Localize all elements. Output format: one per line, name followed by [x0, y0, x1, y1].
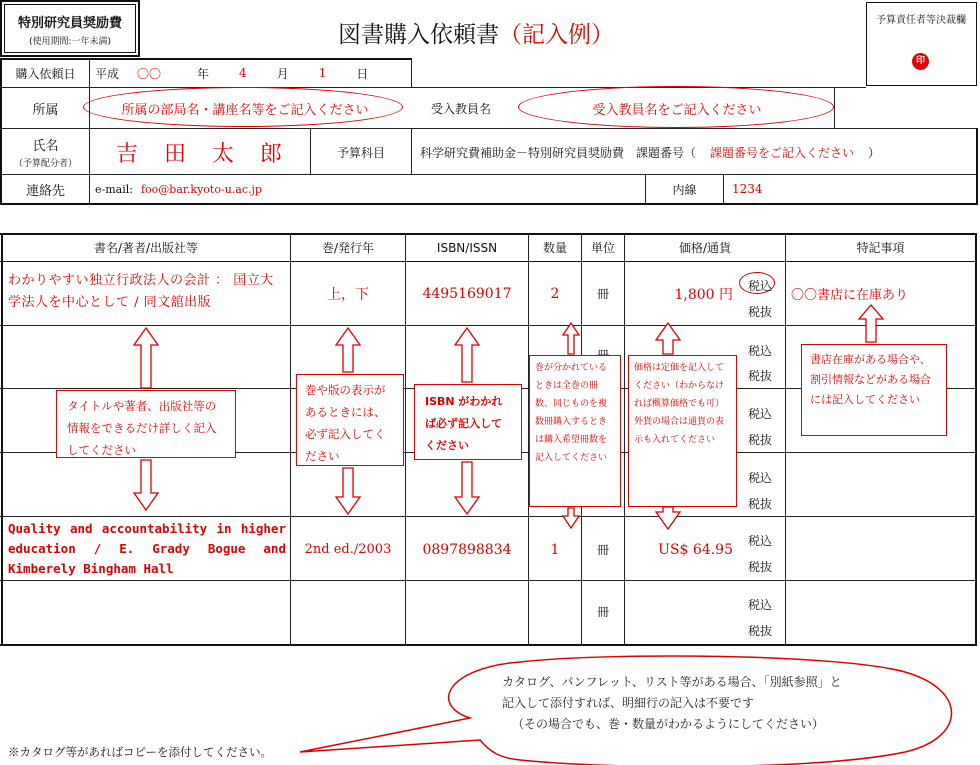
- row1-tax-out[interactable]: 税抜: [748, 305, 773, 319]
- arrow-up-icon: [336, 328, 360, 372]
- email-label: e-mail:: [95, 182, 133, 196]
- budget-close: ）: [868, 145, 881, 160]
- row6-unit: 冊: [596, 604, 609, 619]
- approval-label: 予算責任者等決裁欄: [876, 15, 966, 26]
- form-title-main: 図書購入依頼書: [338, 22, 499, 48]
- note-price: [628, 355, 737, 507]
- row5-title[interactable]: Quality and accountability in higher education / E. Grady Bogue and Kimberely Bingham Hall: [8, 521, 286, 576]
- note-remark: 書店在庫がある場合や、割引情報などがある場合には記入してください: [801, 344, 947, 436]
- row1-price[interactable]: 1,800 円: [674, 286, 733, 303]
- row1-unit: 冊: [596, 287, 609, 301]
- col-header-qty: 数量: [542, 241, 567, 255]
- arrow-down-icon: [336, 468, 360, 514]
- day-value: 1: [318, 66, 327, 80]
- col-header-unit: 単位: [590, 241, 615, 255]
- row5-qty[interactable]: 1: [550, 541, 560, 558]
- row4-tax-out[interactable]: 税抜: [748, 497, 773, 511]
- arrow-up-icon: [455, 328, 479, 382]
- callout-line3: （その場合でも、巻・数量がわかるようにしてください）: [512, 717, 825, 731]
- name-sub: （予算配分者）: [13, 159, 77, 169]
- arrow-up-icon: [859, 305, 883, 342]
- corner-title: 特別研究員奨励費: [17, 16, 122, 31]
- row5-tax-in[interactable]: 税込: [748, 534, 773, 548]
- affil-value[interactable]: 所属の部局名・講座名等をご記入ください: [121, 102, 369, 118]
- ext-label: 内線: [672, 182, 697, 197]
- day-unit: 日: [356, 66, 369, 81]
- row1-remark[interactable]: 〇〇書店に在庫あり: [791, 288, 909, 303]
- affil-label: 所属: [32, 102, 59, 118]
- col-header-title: 書名/著者/出版社等: [93, 241, 199, 255]
- budget-text: 科学研究費補助金－特別研究員奨励費 課題番号（: [420, 145, 697, 160]
- year-value: 〇〇: [137, 66, 162, 81]
- budget-value: 課題番号をご記入ください: [710, 145, 855, 160]
- teacher-value[interactable]: 受入教員名をご記入ください: [592, 102, 762, 118]
- row1-volume[interactable]: 上，下: [327, 286, 369, 303]
- budget-label: 予算科目: [336, 145, 385, 160]
- row5-unit: 冊: [596, 543, 609, 557]
- seal-icon: 印: [912, 53, 929, 70]
- corner-sub: (使用期間:一年未満): [28, 37, 112, 47]
- callout-line2: 記入して添付すれば、明細行の記入は不要です: [502, 696, 755, 710]
- arrow-up-icon: [134, 328, 158, 388]
- col-header-isbn: ISBN/ISSN: [436, 240, 498, 255]
- name-label: 氏名: [32, 139, 59, 154]
- row5-volume[interactable]: 2nd ed./2003: [304, 542, 392, 557]
- row1-qty[interactable]: 2: [550, 285, 560, 302]
- note-price-a: 価格は定価を記入してください（わからなければ概算価格でも可）: [634, 363, 725, 409]
- form-title-example: （記入例）: [499, 22, 614, 48]
- footnote: ※カタログ等があればコピーを添付してください。: [8, 745, 273, 759]
- row5-tax-out[interactable]: 税抜: [748, 560, 773, 574]
- col-header-remark: 特記事項: [856, 241, 905, 255]
- row4-tax-in[interactable]: 税込: [748, 471, 773, 485]
- arrow-down-icon: [563, 508, 579, 528]
- year-unit: 年: [197, 66, 210, 81]
- note-price-b: 外貨の場合は通貨の表示も入れてください: [634, 417, 725, 445]
- month-value: 4: [239, 66, 247, 80]
- arrow-down-icon: [134, 460, 158, 510]
- ext-value[interactable]: 1234: [732, 182, 763, 196]
- col-header-price: 価格/通貨: [678, 241, 732, 255]
- arrow-down-icon: [455, 462, 479, 514]
- note-volume: 巻や版の表示があるときには、必ず記入してください: [296, 374, 404, 466]
- row5-price[interactable]: US$ 64.95: [658, 541, 733, 558]
- row3-tax-in[interactable]: 税込: [748, 407, 773, 421]
- row3-tax-out[interactable]: 税抜: [748, 433, 773, 447]
- arrow-up-icon: [563, 323, 579, 354]
- callout-line1: カタログ、パンフレット、リスト等がある場合、「別紙参照」と: [502, 675, 842, 689]
- row5-isbn[interactable]: 0897898834: [422, 541, 512, 558]
- col-header-volume: 巻/発行年: [321, 241, 375, 255]
- arrow-down-icon: [656, 507, 680, 529]
- row1-title[interactable]: わかりやすい独立行政法人の会計 ： 国立大学法人を中心として / 同文舘出版: [8, 273, 274, 310]
- callout-text: [502, 672, 902, 735]
- note-title: タイトルや著者、出版社等の情報をできるだけ詳しく記入してください: [56, 390, 236, 458]
- note-isbn: ISBN がわかれば必ず記入してください: [414, 384, 522, 460]
- contact-label: 連絡先: [25, 183, 65, 199]
- arrow-up-icon: [656, 323, 680, 354]
- row6-tax-out[interactable]: 税抜: [748, 624, 773, 638]
- row6-tax-in[interactable]: 税込: [748, 598, 773, 612]
- row1-isbn[interactable]: 4495169017: [422, 285, 512, 302]
- name-value[interactable]: 吉 田 太 郎: [115, 141, 284, 167]
- row1-tax-in[interactable]: 税込: [748, 279, 773, 293]
- teacher-label: 受入教員名: [431, 101, 492, 116]
- email-value: foo@bar.kyoto-u.ac.jp: [140, 182, 262, 196]
- date-label: 購入依頼日: [15, 66, 76, 81]
- note-qty: 巻が分かれているときは全巻の冊数、同じものを複数冊購入するときは購入希望冊数を記入してください: [529, 355, 621, 507]
- month-unit: 月: [276, 66, 289, 81]
- row2-tax-in[interactable]: 税込: [748, 344, 773, 358]
- era: 平成: [95, 66, 120, 81]
- row2-tax-out[interactable]: 税抜: [748, 369, 773, 383]
